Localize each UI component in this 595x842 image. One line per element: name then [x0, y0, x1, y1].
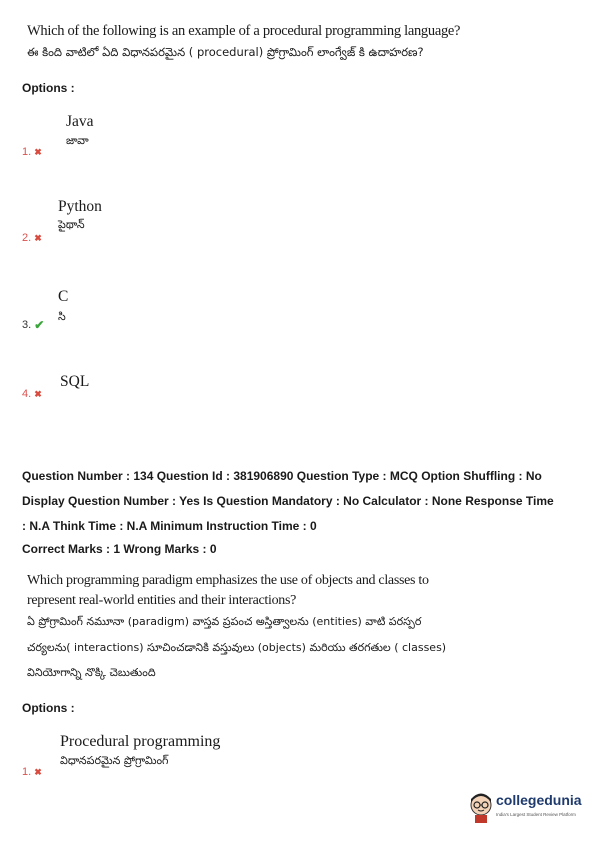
q2-option-1-number	[22, 766, 42, 778]
option-1-number	[22, 146, 42, 158]
wrong-cross-icon: ✖	[34, 388, 42, 399]
question-metadata	[22, 465, 577, 537]
wrong-cross-icon: ✖	[34, 232, 42, 243]
q2-option-1-text-en: Procedural programming	[60, 733, 221, 750]
options-label: Options :	[22, 81, 75, 95]
wrong-cross-icon: ✖	[34, 766, 42, 777]
q2-option-1-text-te: విధానపరమైన ప్రోగ్రామింగ్	[60, 754, 169, 767]
options-label: Options :	[22, 701, 75, 715]
metadata-line-3: : N.A Think Time : N.A Minimum Instruction Time : 0	[22, 519, 317, 533]
question-2-text-en-1: Which programming paradigm emphasizes the use of objects and classes to	[27, 573, 429, 588]
option-1-text-te: జావా	[66, 134, 89, 147]
collegedunia-logo	[468, 790, 588, 830]
option-number: 1.	[22, 766, 32, 778]
logo-tagline: India's Largest Student Review Platform	[496, 812, 576, 817]
question-2-text-te-3: వినియోగాన్ని నొక్కి చెబుతుంది	[27, 666, 156, 679]
option-4-text-en: SQL	[60, 373, 90, 390]
correct-check-icon: ✔	[34, 318, 45, 332]
option-3-number	[22, 318, 44, 332]
question-1-text-te: ఈ కింది వాటిలో ఏది విధానపరమైన ( procedural) ప్రోగ్రామింగ్ లాంగ్వేజ్ కి ఉదాహరణ?	[27, 45, 424, 59]
option-3-text-te: సి	[58, 310, 66, 323]
question-1-text-en: Which of the following is an example of a procedural programming language?	[27, 23, 461, 39]
metadata-line-2: Display Question Number : Yes Is Question Mandatory : No Calculator : None Response Time	[22, 494, 554, 508]
option-2-text-en: Python	[58, 198, 102, 215]
question-2-text-te-1: ఏ ప్రోగ్రామింగ్ నమూనా (paradigm) వాస్తవ ప్రపంచ అస్తిత్వాలను (entities) వాటి పరస్పర	[27, 615, 422, 628]
student-mascot-icon	[468, 792, 494, 824]
option-number: 1.	[22, 146, 32, 158]
question-2-text-te-2: చర్యలను( interactions) సూచించడానికి వస్తువులు (objects) మరియు తరగతుల ( classes)	[27, 641, 447, 654]
metadata-line-1: Question Number : 134 Question Id : 381906890 Question Type : MCQ Option Shuffling : No	[22, 469, 542, 483]
option-2-number	[22, 232, 42, 244]
option-2-text-te: పైథాన్	[58, 218, 85, 231]
option-1-text-en: Java	[66, 113, 94, 130]
option-number: 2.	[22, 232, 32, 244]
option-number: 4.	[22, 388, 32, 400]
wrong-cross-icon: ✖	[34, 146, 42, 157]
question-2-text-en-2: represent real-world entities and their interactions?	[27, 593, 297, 608]
option-number: 3.	[22, 319, 32, 331]
logo-wordmark: collegedunia	[496, 792, 582, 808]
option-3-text-en: C	[58, 288, 69, 305]
option-4-number	[22, 388, 42, 400]
marks-info: Correct Marks : 1 Wrong Marks : 0	[22, 542, 217, 556]
